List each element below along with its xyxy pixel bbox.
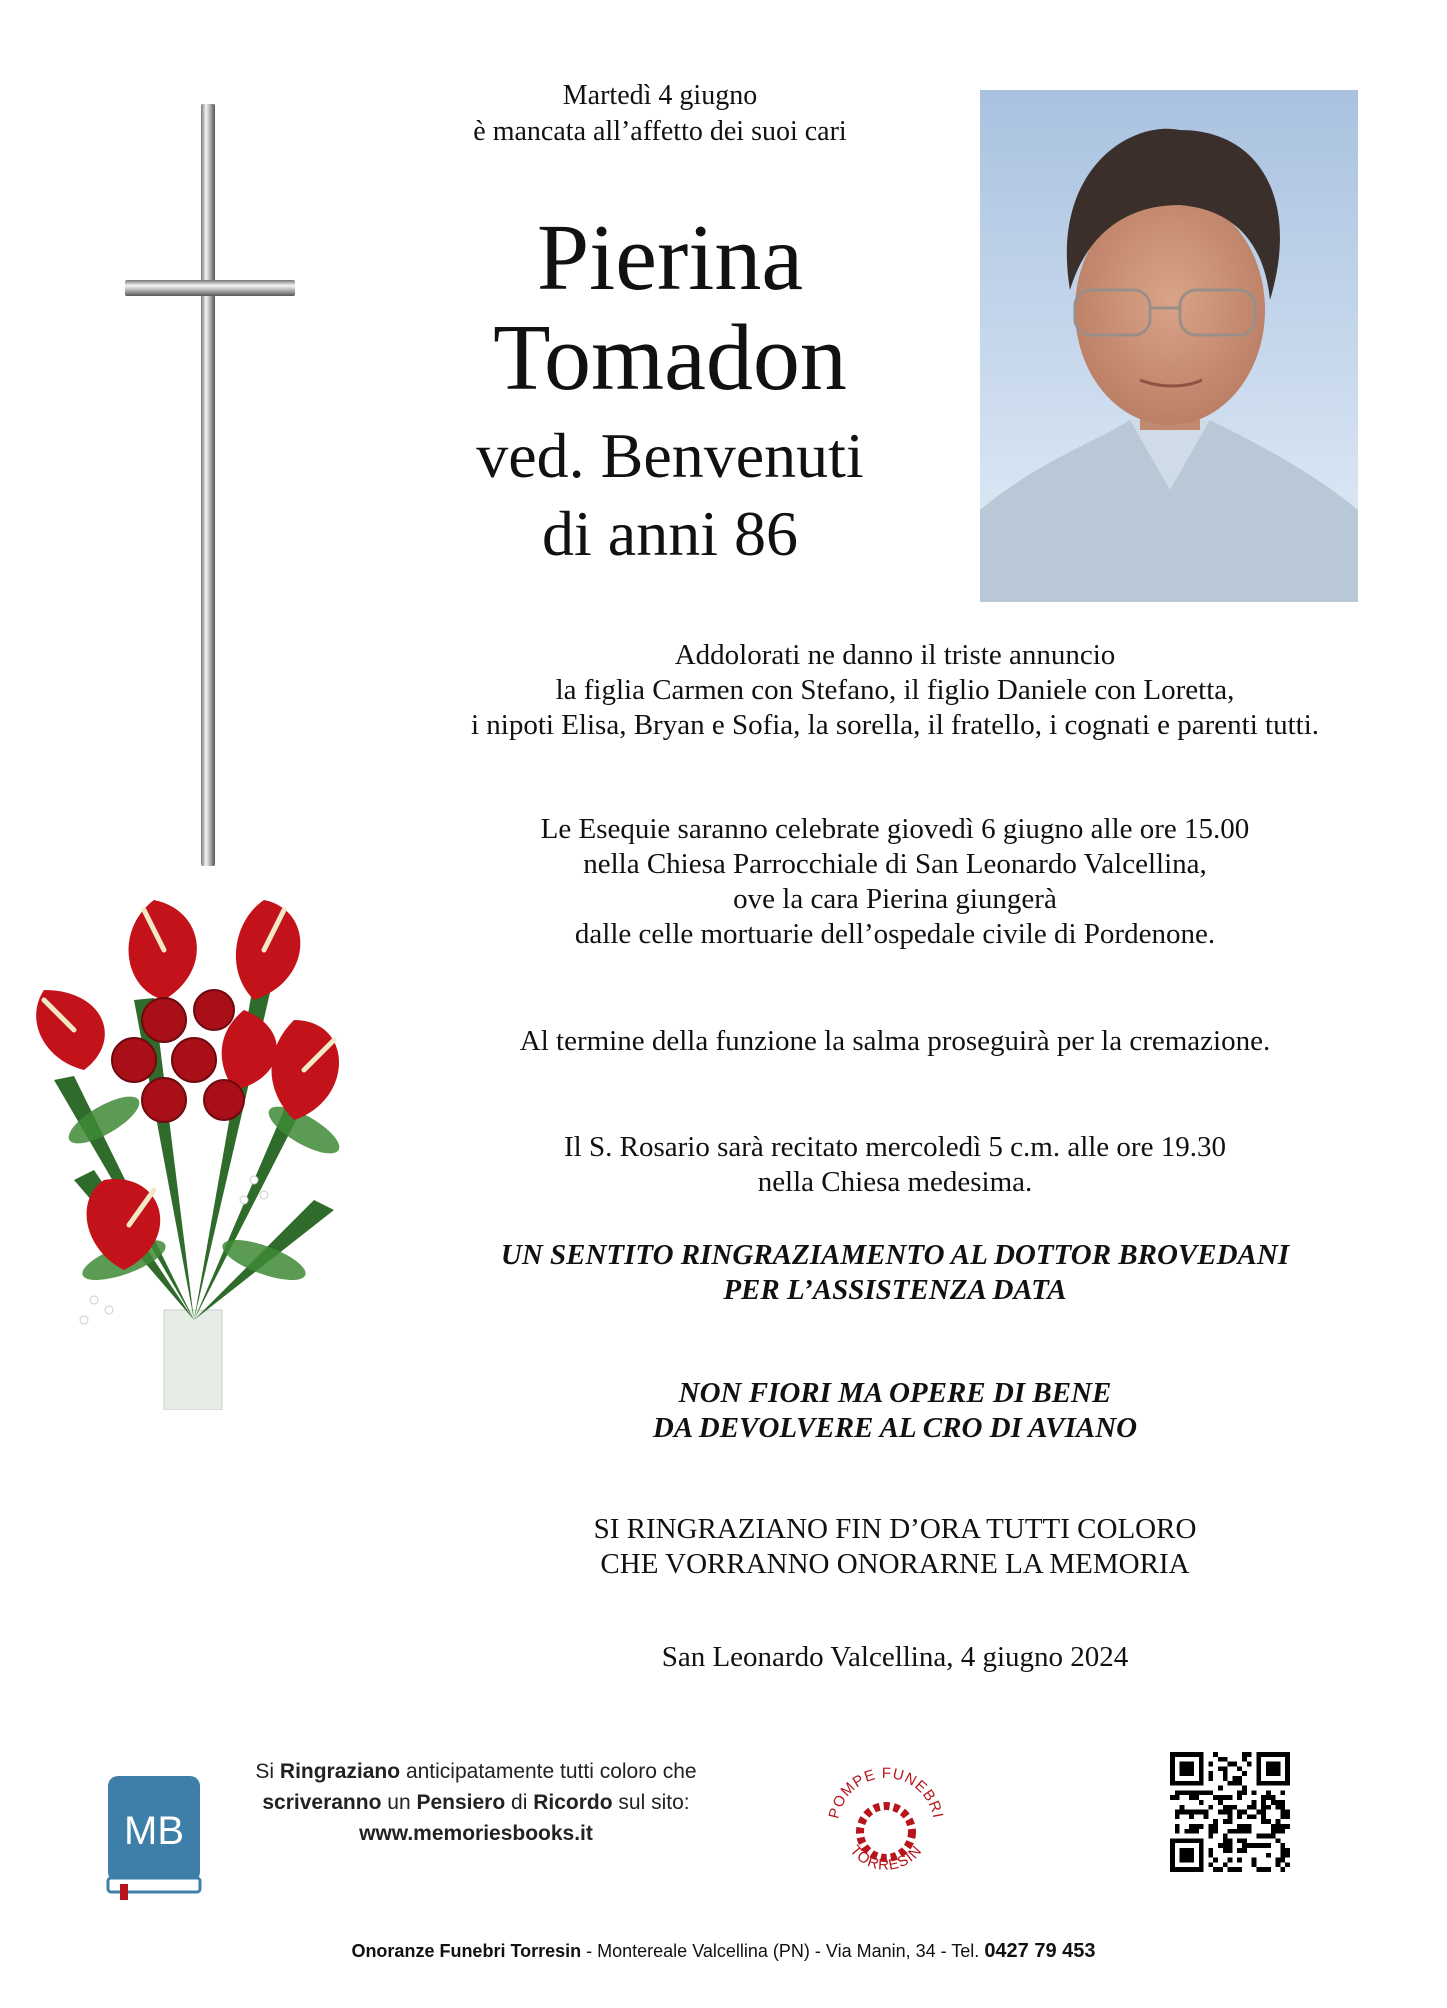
seal-bottom-text: TORRESIN — [846, 1842, 926, 1874]
mb-word-bold: Ricordo — [533, 1791, 613, 1814]
announcement-line: Addolorati ne danno il triste annuncio — [674, 639, 1116, 671]
funeral-line: nella Chiesa Parrocchiale di San Leonardo Valcellina, — [583, 848, 1207, 880]
cross-icon — [125, 104, 295, 866]
funeral-seal-logo — [816, 1748, 956, 1896]
mb-word: anticipatamente tutti coloro che — [405, 1760, 697, 1783]
funeral-info — [380, 812, 1410, 952]
intro-date: Martedì 4 giugno — [562, 80, 758, 111]
flowers-image — [14, 880, 374, 1410]
thanks-doctor-line: PER L’ASSISTENZA DATA — [723, 1274, 1067, 1306]
footer-company: Onoranze Funebri Torresin — [351, 1941, 582, 1961]
mb-logo-text: MB — [124, 1809, 184, 1853]
thanks-doctor-line: UN SENTITO RINGRAZIAMENTO AL DOTTOR BROVEDANI — [500, 1239, 1290, 1271]
seal-top-text: POMPE FUNEBRI — [825, 1764, 947, 1821]
no-flowers-line: DA DEVOLVERE AL CRO DI AVIANO — [652, 1412, 1138, 1444]
deceased-first-name: Pierina — [536, 206, 804, 310]
mb-word: sul sito: — [618, 1791, 690, 1814]
funeral-line: Le Esequie saranno celebrate giovedì 6 giugno alle ore 15.00 — [540, 813, 1250, 845]
thanks-all — [380, 1512, 1410, 1582]
no-flowers-notice — [380, 1376, 1410, 1446]
no-flowers-line: NON FIORI MA OPERE DI BENE — [678, 1377, 1112, 1409]
funeral-line: ove la cara Pierina giungerà — [733, 883, 1057, 915]
deceased-age: di anni 86 — [542, 498, 798, 569]
mb-word: un — [387, 1791, 411, 1814]
mb-word-bold: Pensiero — [416, 1791, 506, 1814]
rosary-info — [380, 1130, 1410, 1200]
memoriesbooks-message — [206, 1756, 746, 1849]
deceased-widow-of: ved. Benvenuti — [476, 420, 864, 491]
cremation-info — [380, 1024, 1410, 1059]
rosary-line: Il S. Rosario sarà recitato mercoledì 5 c.m. alle ore 19.30 — [564, 1131, 1226, 1163]
cremation-line: Al termine della funzione la salma proseguirà per la cremazione. — [519, 1025, 1271, 1057]
memoriesbooks-site-link[interactable]: www.memoriesbooks.it — [359, 1822, 593, 1845]
mb-word-bold: scriveranno — [262, 1791, 382, 1814]
svg-text:POMPE FUNEBRI — [826, 1765, 947, 1820]
deceased-last-name: Tomadon — [493, 306, 847, 410]
announcement-line: la figlia Carmen con Stefano, il figlio Daniele con Loretta, — [555, 674, 1235, 706]
mb-word: Si — [255, 1760, 275, 1783]
funeral-line: dalle celle mortuarie dell’ospedale civile di Pordenone. — [574, 918, 1216, 950]
mb-word: di — [511, 1791, 528, 1814]
footer-contact — [0, 1940, 1447, 1963]
qr-code[interactable] — [1170, 1752, 1290, 1872]
intro-text — [400, 78, 920, 150]
thanks-all-line: CHE VORRANNO ONORARNE LA MEMORIA — [600, 1548, 1190, 1580]
footer-phone[interactable]: 0427 79 453 — [984, 1940, 1096, 1962]
place-date: San Leonardo Valcellina, 4 giugno 2024 — [661, 1641, 1129, 1673]
announcement — [380, 638, 1410, 743]
portrait-photo — [980, 90, 1358, 602]
thanks-doctor — [380, 1238, 1410, 1308]
intro-passed: è mancata all’affetto dei suoi cari — [473, 116, 847, 147]
thanks-all-line: SI RINGRAZIANO FIN D’ORA TUTTI COLORO — [593, 1513, 1197, 1545]
announcement-line: i nipoti Elisa, Bryan e Sofia, la sorella, il fratello, i cognati e parenti tutti. — [470, 709, 1320, 741]
rosary-line: nella Chiesa medesima. — [757, 1166, 1033, 1198]
footer-address: - Montereale Valcellina (PN) - Via Manin, 34 - Tel. — [581, 1941, 985, 1961]
memoriesbooks-logo — [104, 1772, 204, 1900]
mb-word-bold: Ringraziano — [279, 1760, 401, 1783]
